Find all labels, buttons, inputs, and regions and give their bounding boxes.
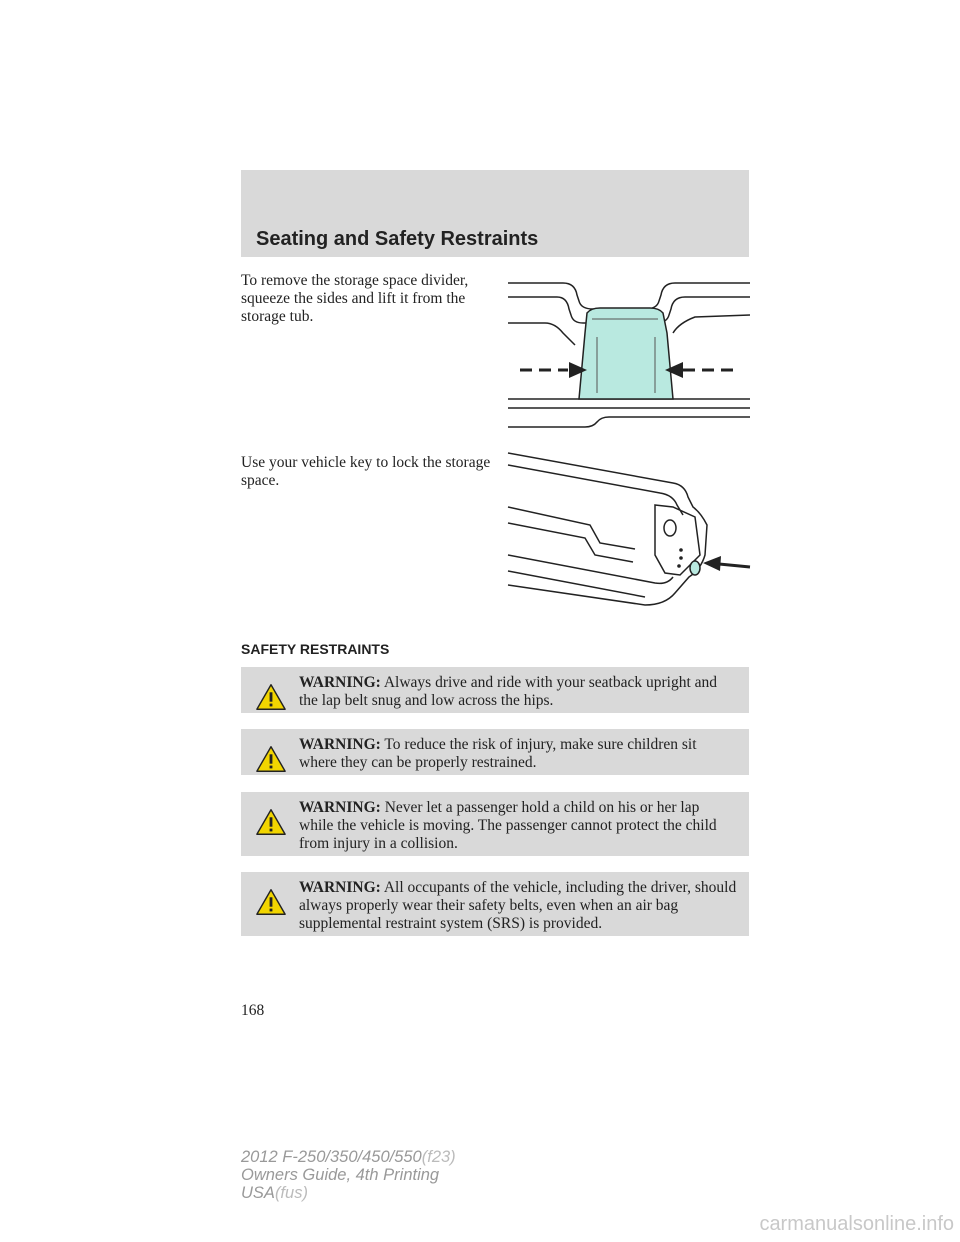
- footer-region-code: (fus): [274, 1184, 308, 1202]
- warning-label: WARNING:: [299, 736, 381, 753]
- warning-text: Always drive and ride with your seatback upright and the lap belt snug and low across the hips.: [299, 674, 718, 709]
- warning-box: [241, 872, 749, 936]
- warning-icon: [255, 887, 287, 917]
- footer: [241, 1148, 456, 1202]
- section-heading: SAFETY RESTRAINTS: [241, 641, 390, 657]
- divider-instruction: To remove the storage space divider, squeeze the sides and lift it from the storage tub.: [241, 272, 469, 325]
- warning-label: WARNING:: [299, 879, 381, 896]
- warning-text: To reduce the risk of injury, make sure children sit where they can be properly restrained.: [299, 736, 697, 771]
- section-header: [241, 170, 749, 257]
- section-title: Seating and Safety Restraints: [256, 228, 539, 250]
- warning-label: WARNING:: [299, 799, 381, 816]
- page-number: 168: [241, 1002, 265, 1019]
- storage-lock-illustration: [505, 445, 755, 615]
- warning-icon: [255, 744, 287, 774]
- warning-text: Never let a passenger hold a child on his or her lap while the vehicle is moving. The passenger cannot protect the child from injury in a collision.: [299, 799, 717, 852]
- warning-label: WARNING:: [299, 674, 381, 691]
- warning-box: [241, 667, 749, 713]
- footer-model: 2012 F-250/350/450/550: [241, 1148, 422, 1166]
- warning-box: [241, 792, 749, 856]
- storage-divider-illustration: [505, 265, 755, 435]
- lock-instruction: Use your vehicle key to lock the storage space.: [241, 454, 491, 489]
- footer-region: USA: [241, 1184, 275, 1202]
- warning-icon: [255, 807, 287, 837]
- watermark: carmanualsonline.info: [759, 1213, 954, 1235]
- warning-text: All occupants of the vehicle, including the driver, should always properly wear their safety belts, even when an air bag supplemental restraint system (SRS) is provided.: [299, 879, 737, 932]
- footer-guide: Owners Guide, 4th Printing: [241, 1166, 440, 1184]
- footer-model-code: (f23): [421, 1148, 456, 1166]
- warning-box: [241, 729, 749, 775]
- warning-icon: [255, 682, 287, 712]
